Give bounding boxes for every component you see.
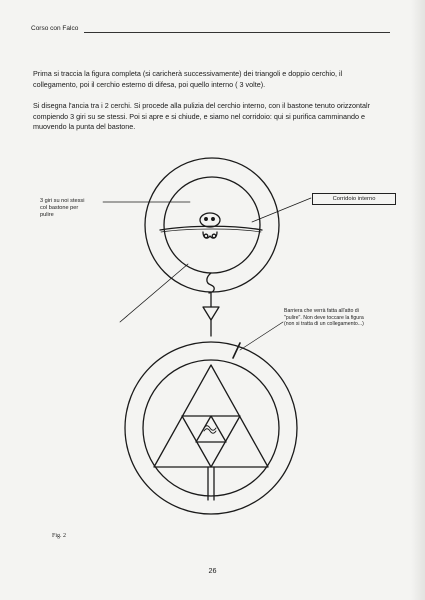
leader-line-corridoio xyxy=(252,198,311,222)
figure-head xyxy=(200,213,220,227)
label-line: col bastone per xyxy=(40,205,79,211)
label-giri xyxy=(40,198,110,219)
paragraph-line: collegamento, poi il cerchio esterno di difesa, poi quello interno ( 3 volte). xyxy=(33,79,266,89)
staff-shadow xyxy=(161,229,261,232)
center-symbol xyxy=(204,426,216,434)
stem xyxy=(208,467,214,500)
running-header: Corso con Falco xyxy=(31,25,79,32)
label-line: (non si tratta di un collegamento...) xyxy=(284,321,364,328)
paragraph-line: muovendo la punta del bastone. xyxy=(33,122,136,131)
connector-triangle xyxy=(203,307,219,320)
reed-squiggle xyxy=(207,273,214,293)
figure-eye xyxy=(205,218,208,221)
paragraph-line: Si disegna l'ancia tra i 2 cerchi. Si procede alla pulizia del cerchio interno, con il bastone tenuto orizzontalr xyxy=(33,101,370,110)
label-line: "pulire". Non deve toccare la figura xyxy=(284,314,364,321)
upper-outer-circle xyxy=(145,158,279,292)
figure-caption: Fig. 2 xyxy=(52,533,67,539)
page-number: 26 xyxy=(208,566,217,575)
label-line: Barriera che verrà fatta all'atto di xyxy=(284,308,359,314)
leader-line-barriera xyxy=(240,322,283,350)
paragraph-line: Prima si traccia la figura completa (si caricherà successivamente) dei triangoli e doppio cerchio, il xyxy=(33,69,343,78)
upper-inner-circle xyxy=(164,177,260,273)
label-line: 3 giri su noi stessi xyxy=(40,198,85,204)
figure-eye xyxy=(212,218,215,221)
figure-button xyxy=(204,234,208,238)
lower-outer-circle xyxy=(125,342,297,514)
label-corridoio: Corridoio interno xyxy=(312,193,396,205)
label-barriera xyxy=(284,308,409,328)
figure-button xyxy=(212,234,216,238)
paragraph-line: compiendo 3 giri su se stessi. Poi si apre e si chiude, e siamo nel corridoio: qui si purifica camminando e xyxy=(33,111,365,121)
leader-line-left xyxy=(120,264,188,322)
lower-inner-circle xyxy=(143,360,279,496)
label-line: pulire xyxy=(40,212,54,218)
